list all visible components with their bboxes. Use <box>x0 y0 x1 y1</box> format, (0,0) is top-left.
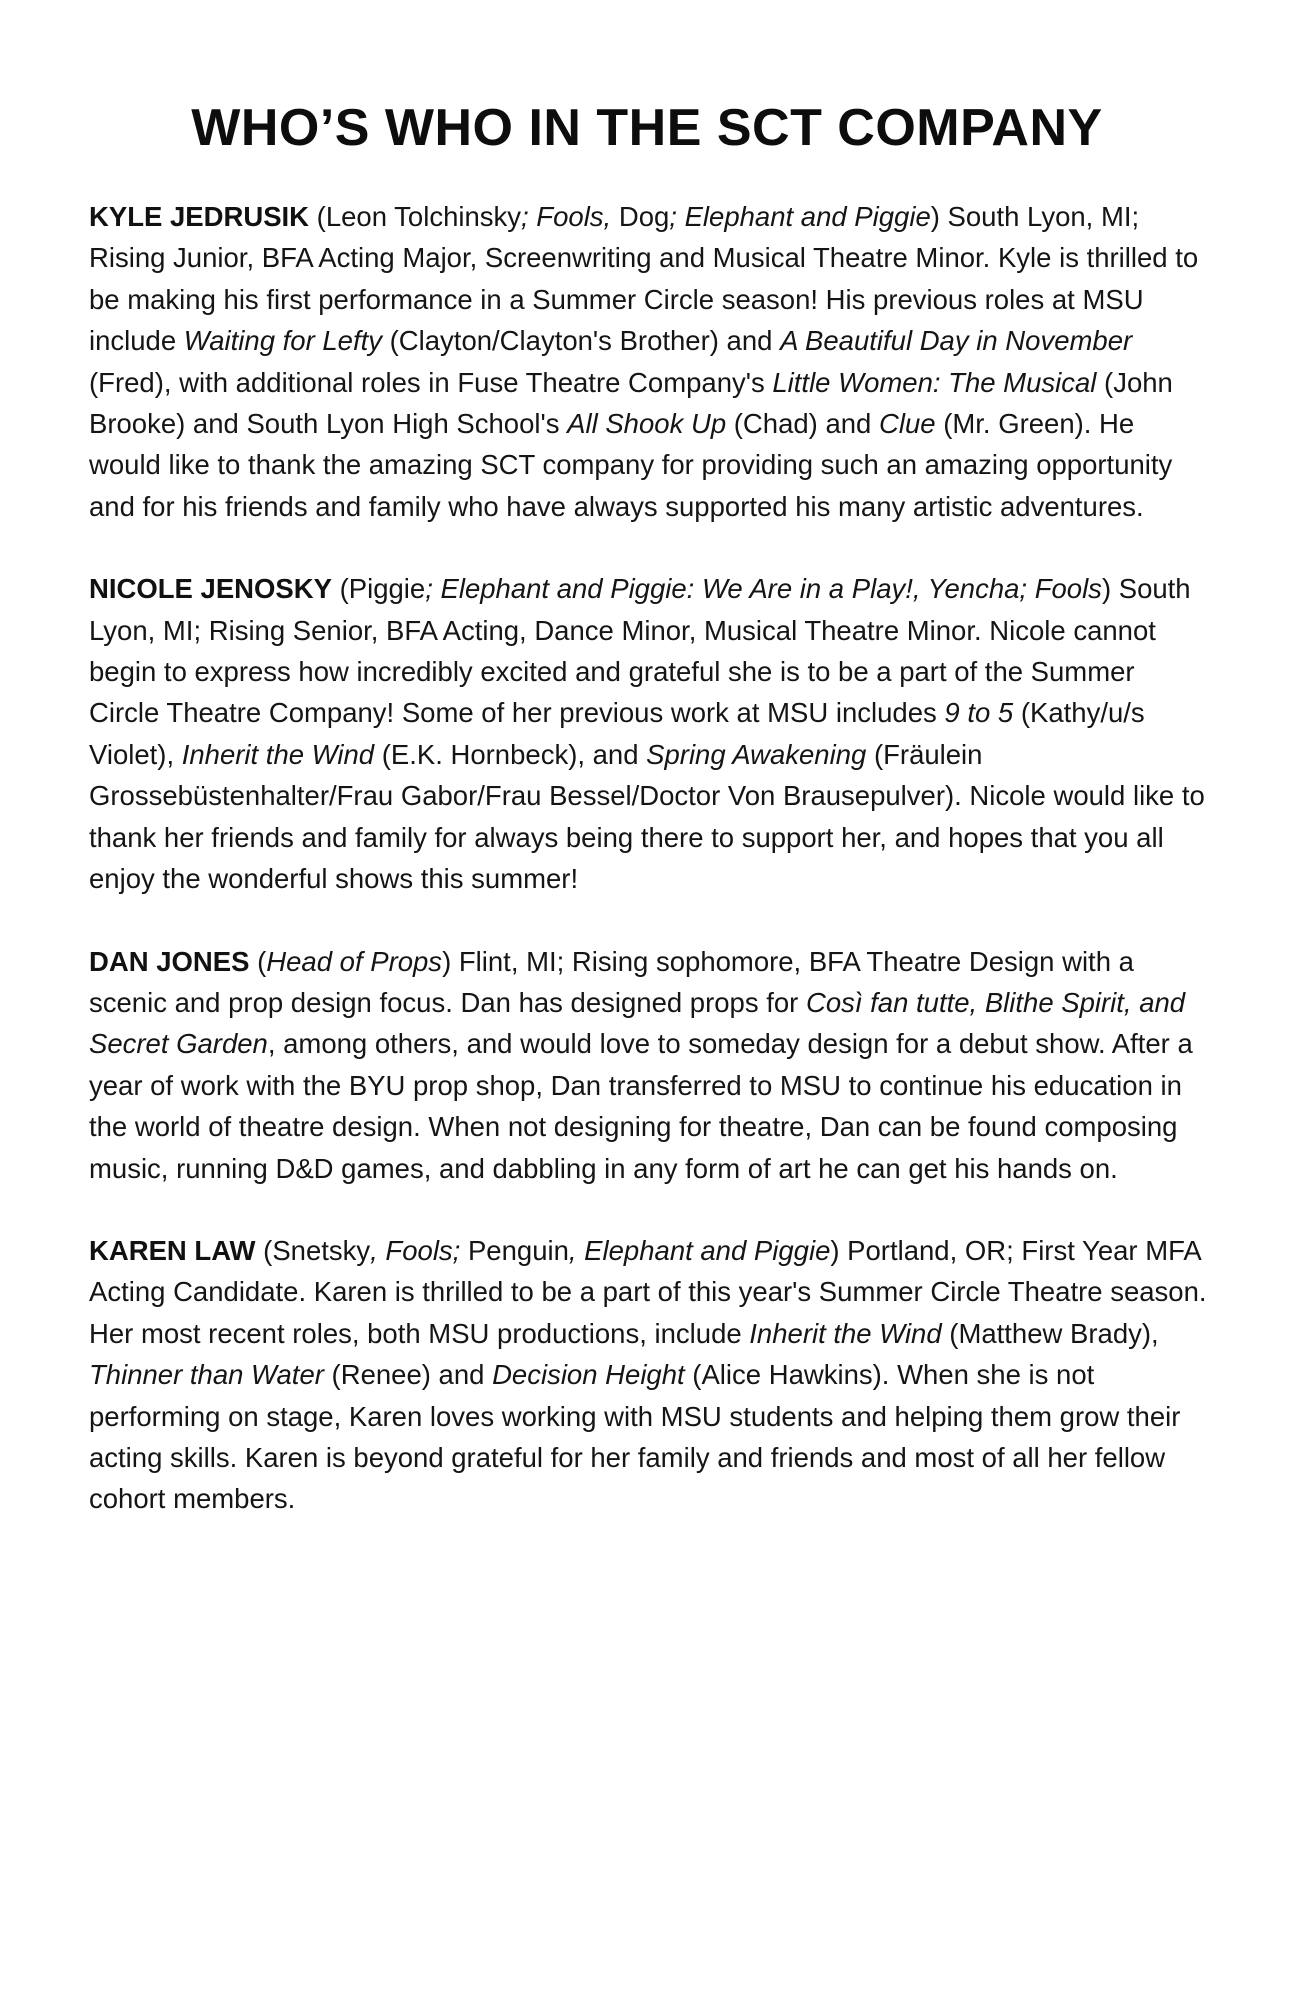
bio-kyle-jedrusik <box>89 196 1209 527</box>
bio-segment: (Clayton/Clayton's Brother) and <box>382 325 781 357</box>
bio-name: KAREN LAW <box>89 1234 256 1266</box>
bio-title-italic: Inherit the Wind <box>181 738 375 770</box>
bio-text <box>89 946 1193 1184</box>
page-title: WHO’S WHO IN THE SCT COMPANY <box>191 99 1103 157</box>
bio-segment: (Alice Hawkins). When she is not performing on stage, Karen loves working with MSU students and helping them grow their acting skills. Karen is beyond grateful for her family and friends and most of all her fellow cohort members. <box>89 1359 1181 1515</box>
bio-text <box>89 573 1205 894</box>
bio-title-italic: ; Elephant and Piggie: We Are in a Play!, Yencha; Fools <box>425 573 1102 605</box>
bio-segment: ) South Lyon, MI; Rising Senior, BFA Acting, Dance Minor, Musical Theatre Minor. Nicole cannot begin to express how incredibly excited and grateful she is to be a part of the Summer Circle Theatre Company! Some of her previous work at MSU includes <box>89 573 1191 729</box>
bio-segment: (Fräulein Grossebüstenhalter/Frau Gabor/Frau Bessel/Doctor Von Brausepulver). Nicole would like to thank her friends and family for always being there to support her, and hopes that you all enjoy the wonderful shows this summer! <box>89 738 1205 895</box>
bio-title-italic: Spring Awakening <box>646 738 867 770</box>
bio-name: KYLE JEDRUSIK <box>89 201 310 232</box>
bio-title-italic: Clue <box>879 408 936 440</box>
bio-segment: (E.K. Hornbeck), and <box>374 738 647 770</box>
bio-dan-jones <box>89 941 1209 1189</box>
bio-title-italic: , Fools; <box>370 1234 461 1266</box>
bio-segment: ) South Lyon, MI; Rising Junior, BFA Acting Major, Screenwriting and Musical Theatre Minor. Kyle is thrilled to be making his first performance in a Summer Circle season! His previous roles at MSU include <box>89 201 1199 357</box>
bio-name: DAN JONES <box>89 945 250 977</box>
bio-segment: ) Flint, MI; Rising sophomore, BFA Theatre Design with a scenic and prop design focus. Dan has designed props for <box>89 945 1134 1018</box>
bio-list <box>89 196 1209 1561</box>
bio-title-italic: , Elephant and Piggie <box>568 1234 831 1266</box>
bio-title-italic: A Beautiful Day in November <box>780 325 1133 357</box>
bio-title-italic: Waiting for Lefty <box>183 325 382 357</box>
bio-text <box>89 201 1198 522</box>
bio-segment: (Matthew Brady), <box>941 1317 1159 1349</box>
bio-segment: (Mr. Green). He would like to thank the amazing SCT company for providing such an amazing opportunity and for his friends and family who have always supported his many artistic adventures. <box>89 408 1173 522</box>
bio-nicole-jenosky <box>89 568 1209 899</box>
bio-title-italic: Head of Props <box>266 945 443 977</box>
bio-segment: (Fred), with additional roles in Fuse Theatre Company's <box>89 366 773 398</box>
bio-segment: Dog <box>611 201 670 232</box>
bio-segment: ( <box>249 945 267 977</box>
bio-text <box>89 1235 1207 1514</box>
bio-title-italic: Decision Height <box>492 1359 685 1391</box>
bio-segment: (Chad) and <box>726 408 879 440</box>
bio-karen-law <box>89 1230 1209 1520</box>
bio-title-italic: Little Women: The Musical <box>772 366 1097 398</box>
bio-segment: (John Brooke) and South Lyon High School's <box>89 366 1173 440</box>
bio-segment: Penguin <box>460 1234 569 1266</box>
bio-title-italic: ; Elephant and Piggie <box>669 201 931 232</box>
bio-title-italic: Thinner than Water <box>89 1359 324 1391</box>
bio-segment: , among others, and would love to someday design for a debut show. After a year of work with the BYU prop shop, Dan transferred to MSU to continue his education in the world of theatre design. When not designing for theatre, Dan can be found composing music, running D&D games, and dabbling in any form of art he can get his hands on. <box>89 1028 1193 1184</box>
bio-segment: (Renee) and <box>323 1359 493 1391</box>
bio-segment: ) Portland, OR; First Year MFA Acting Candidate. Karen is thrilled to be a part of this year's Summer Circle Theatre season. Her most recent roles, both MSU productions, include <box>89 1234 1207 1349</box>
bio-title-italic: Inherit the Wind <box>749 1317 942 1349</box>
bio-title-italic: All Shook Up <box>567 408 727 440</box>
bio-segment: (Leon Tolchinsky <box>309 201 522 232</box>
bio-segment: (Snetsky <box>255 1234 371 1266</box>
bio-title-italic: Così fan tutte, Blithe Spirit, and Secret Garden <box>89 986 1186 1060</box>
bio-name: NICOLE JENOSKY <box>89 573 332 605</box>
bio-title-italic: 9 to 5 <box>944 697 1014 729</box>
bio-title-italic: ; Fools, <box>521 201 612 232</box>
bio-segment: (Piggie <box>331 573 426 605</box>
bio-segment: (Kathy/u/s Violet), <box>89 697 1145 770</box>
